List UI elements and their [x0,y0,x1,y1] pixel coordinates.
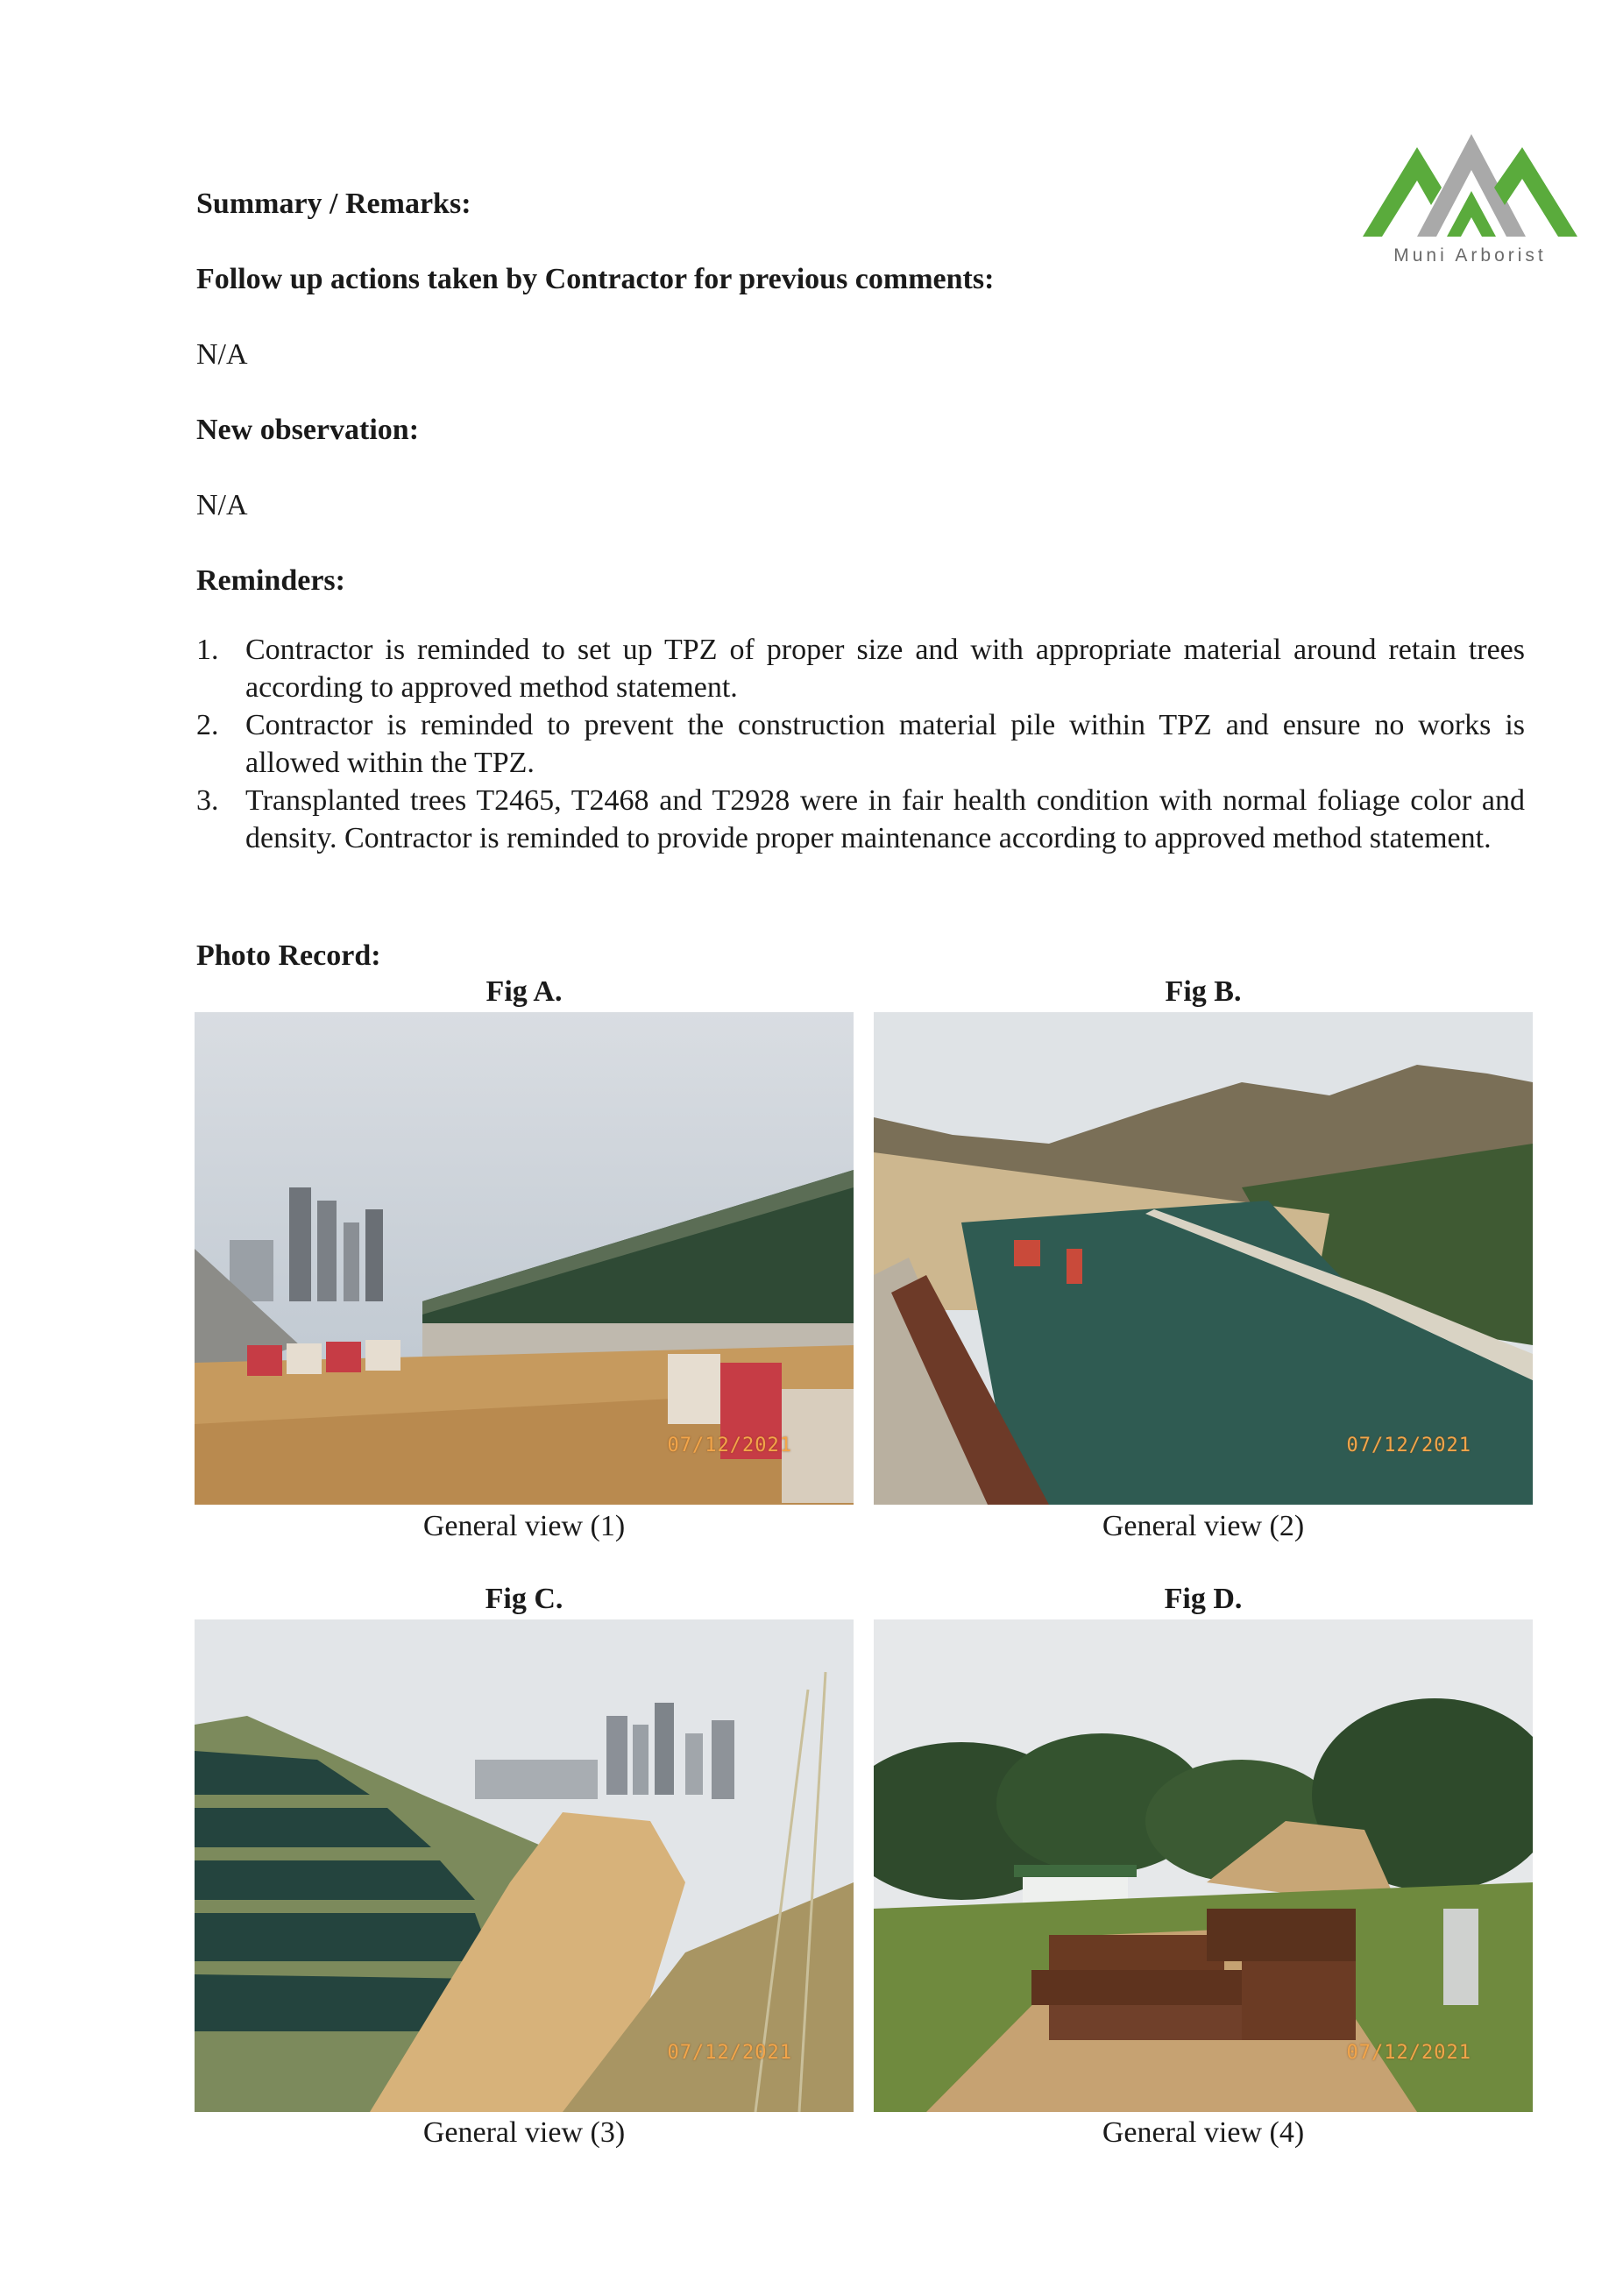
follow-up-value: N/A [196,338,248,371]
fig-b-label: Fig B. [1165,975,1242,1008]
reminder-text: Contractor is reminded to set up TPZ of proper size and with appropriate material around retain trees according to approved method statement. [245,634,1525,704]
new-observation-heading: New observation: [196,414,420,446]
fig-b-caption: General view (2) [1102,1510,1305,1542]
fig-d-photo [874,1619,1533,2112]
logo-mark-icon [1363,130,1577,239]
follow-up-heading: Follow up actions taken by Contractor for previous comments: [196,263,995,295]
date-stamp: 07/12/2021 [1346,2042,1471,2064]
fig-b-photo [874,1012,1533,1505]
date-stamp: 07/12/2021 [1346,1435,1471,1456]
fig-c-label: Fig C. [485,1583,563,1615]
reminders-list [196,631,1525,857]
fig-d-caption: General view (4) [1102,2116,1305,2149]
fig-d-label: Fig D. [1164,1583,1243,1615]
reminder-item [196,782,1525,857]
reminder-item [196,706,1525,782]
fig-c-caption: General view (3) [422,2116,626,2149]
fig-c-photo [195,1619,854,2112]
reminder-text: Contractor is reminded to prevent the construction material pile within TPZ and ensure no works is allowed within the TPZ. [245,709,1525,779]
photo-record-heading: Photo Record: [196,939,381,972]
summary-heading: Summary / Remarks: [196,188,471,220]
date-stamp: 07/12/2021 [667,2042,792,2064]
reminder-item [196,631,1525,706]
reminder-number: 1. [196,634,219,666]
fig-a-label: Fig A. [485,975,563,1008]
new-observation-value: N/A [196,489,248,521]
date-stamp: 07/12/2021 [667,1435,792,1456]
fig-a-photo [195,1012,854,1505]
reminder-text: Transplanted trees T2465, T2468 and T2928 were in fair health condition with normal foliage color and density. Contractor is reminded to provide proper maintenance according to approved method statement. [245,784,1525,854]
reminder-number: 3. [196,784,219,817]
logo-text: Muni Arborist [1393,245,1547,266]
reminders-heading: Reminders: [196,564,345,597]
fig-a-caption: General view (1) [422,1510,626,1542]
reminder-number: 2. [196,709,219,741]
